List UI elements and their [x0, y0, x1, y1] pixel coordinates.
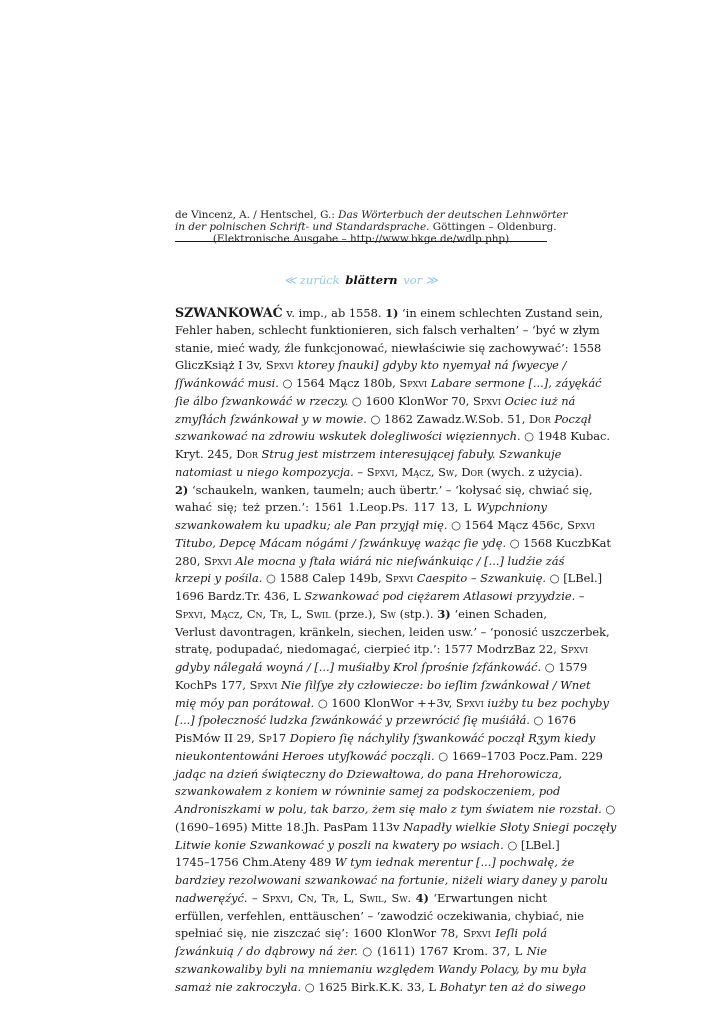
entry-text: ○ [LBel.] — [503, 837, 560, 852]
entry-line — [175, 659, 588, 677]
source-siglum: Spxvi — [399, 376, 428, 390]
citation-text: Nie — [526, 944, 548, 958]
citation-text: ſie álbo ſzwankowáć w rzeczy. — [175, 393, 349, 408]
citation-text: nadweręźyć. — [175, 890, 248, 905]
entry-text: ○ 1669–1703 Pocz.Pam. 229 — [434, 748, 603, 763]
citation-text: ſſwánkowáć musi. — [175, 376, 279, 390]
entry-text: ○ 1564 Mącz 180b, — [278, 376, 400, 390]
entry-line — [175, 925, 547, 943]
entry-line — [175, 872, 608, 890]
entry-line — [175, 748, 603, 766]
source-siglum: Spxvi — [249, 677, 278, 692]
entry-text: ○ 1676 — [529, 713, 577, 728]
header-line-3: (Elektronische Ausgabe – http://www.bkge.de/wdlp.php) — [212, 233, 510, 245]
entry-text: (prze.), — [330, 606, 380, 621]
source-siglum: Spxvi — [265, 358, 294, 373]
header-authors: de Vincenz, A. / Hentschel, G.: — [175, 209, 339, 221]
citation-text: Szwankować pod ciężarem Atlasowi przyydzie. — [304, 589, 576, 603]
sense-number: 3) — [437, 606, 451, 621]
citation-text: iużby tu bez pochyby — [487, 695, 609, 710]
back-link[interactable]: zurück — [299, 273, 340, 287]
header-title: Das Wörterbuch der deutschen Lehnwörter — [338, 209, 568, 221]
source-siglum: Spxvi — [455, 695, 484, 710]
entry-text: – — [353, 464, 367, 479]
entry-text: ○ 1862 Zawadz.W.Sob. 51, — [366, 411, 530, 426]
entry-text: . — [407, 890, 416, 905]
entry-line — [175, 961, 587, 979]
entry-line — [175, 446, 562, 464]
citation-text: [...] ſpołeczność ludzka ſzwánkowáć y przewrócić ſię muśiáłá. — [175, 713, 530, 728]
entry-text: ○ 1568 KuczbKat — [506, 535, 612, 550]
entry-line — [175, 322, 600, 340]
citation-text: Napadły wielkie Słoty Sniegi poczęły — [403, 819, 617, 834]
source-siglum: Spxvi — [560, 642, 589, 657]
entry-line — [175, 641, 589, 659]
header-line-2 — [175, 221, 557, 233]
source-siglum: Sp17 — [258, 731, 287, 745]
entry-line — [175, 375, 602, 393]
citation-text: Nie ſilſye zły człowiecze: bo ieſlim ſzwánkował / Wnet — [281, 677, 591, 692]
entry-text: spełniać się, nie ziszczać się’: 1600 KlonWor 78, — [175, 926, 463, 941]
entry-line — [175, 304, 603, 322]
citation-text: Litwie konie Szwankować y poszli na kwatery po wsiach. — [175, 837, 504, 852]
next-arrow-link[interactable]: ≫ — [425, 273, 438, 287]
sense-number: 1) — [385, 306, 399, 320]
document-header — [175, 209, 568, 245]
entry-text: GliczKsiąż I 3v, — [175, 358, 266, 373]
citation-text: szwankowałem z koniem w równinie samej za podskoczeniem, pod — [175, 784, 561, 799]
next-link[interactable]: vor — [403, 273, 423, 287]
entry-text: (1690–1695) Mitte 18.Jh. PasPam 113v — [175, 819, 404, 834]
entry-line — [175, 766, 563, 784]
entry-line — [175, 695, 609, 713]
entry-line — [175, 517, 595, 535]
citation-text: szwankować na zdrowiu wskutek dolegliwości więziennych. — [175, 429, 521, 444]
entry-line — [175, 588, 585, 606]
entry-line — [175, 943, 547, 961]
entry-text: ○ [LBel.] — [546, 571, 603, 586]
citation-text: szwankowałem ku upadku; ale Pan przyjął mię. — [175, 518, 448, 532]
entry-text: 1745–1756 Chm.Ateny 489 — [175, 855, 335, 870]
entry-line — [175, 908, 585, 926]
entry-text: ○ 1625 Birk.K.K. 33, L — [301, 979, 440, 994]
source-siglum: Spxvi, Mącz, Cn, Tr, L, Swil — [175, 606, 331, 621]
citation-text: W tym iednak merentur [...] pochwałę, że — [334, 855, 575, 870]
entry-text: (stp.). — [395, 606, 438, 621]
entry-text: ○ 1579 — [541, 660, 588, 674]
entry-text: ○ 1564 Mącz 456c, — [447, 518, 568, 532]
entry-text: ○ (1611) 1767 Krom. 37, L — [357, 944, 527, 958]
entry-line — [175, 624, 610, 642]
citation-text: gdyby nálegałá woyná / [...] muśiałby Krol ſprośnie ſzfánkowáć. — [175, 660, 542, 674]
entry-text: 280, — [175, 553, 204, 568]
entry-line — [175, 854, 575, 872]
entry-text: stratę, podupadać, niedomagać, cierpieć itp.’: 1577 ModrzBaz 22, — [175, 642, 561, 657]
citation-text: Titubo, Depcę Mácam nógámi / ſzwánkuyę ważąc ſie ydę. — [175, 535, 507, 550]
entry-line — [175, 553, 565, 571]
entry-text: Verlust davontragen, kränkeln, siechen, leiden usw.’ – ‘ponosić uszczerbek, — [175, 624, 610, 639]
entry-text: PisMów II 29, — [175, 731, 259, 745]
prev-arrow-link[interactable]: ≪ — [284, 273, 297, 287]
entry-text: ○ — [601, 802, 616, 816]
entry-line — [175, 979, 586, 997]
entry-line — [175, 783, 561, 801]
entry-text: wahać się; też przen.’: 1561 1.Leop.Ps. 117 13, L — [175, 500, 477, 515]
citation-text: Androniszkami w polu, tak barzo, żem się mało z tym światem nie rozstał. — [175, 802, 602, 816]
citation-text: Wypchniony — [476, 500, 547, 515]
source-siglum: Spxvi — [473, 393, 501, 408]
page-navigation — [175, 273, 547, 287]
citation-text: Począł — [554, 411, 592, 426]
citation-text: ktorey ſnauki] gdyby kto nyemyał ná ſwyecye / — [297, 358, 567, 373]
citation-text: natomiast u niego kompozycja. — [175, 464, 354, 479]
entry-line — [175, 482, 593, 500]
citation-text: szwankowaliby byli na mniemaniu względem Wandy Polacy, by mu była — [175, 961, 587, 976]
entry-text: ‘schaukeln, wanken, taumeln; auch übertr.’ – ‘kołysać się, chwiać się, — [188, 482, 593, 497]
browse-label: blättern — [345, 273, 398, 287]
dictionary-entry — [175, 304, 617, 996]
entry-line — [175, 730, 596, 748]
entry-text: ○ 1600 KlonWor ++3v, — [314, 695, 456, 710]
entry-line — [175, 712, 577, 730]
source-siglum: Spxvi — [463, 926, 491, 941]
headword: SZWANKOWAĆ — [175, 305, 283, 320]
citation-text: Ale mocna y ſtała wiárá nic nieſwánkuiąc / [...] ludźie záś — [235, 553, 565, 568]
entry-line — [175, 357, 567, 375]
citation-text: samaż nie zakroczyła. — [175, 979, 302, 994]
entry-line — [175, 535, 612, 553]
citation-text: Ieſli polá — [495, 926, 547, 941]
header-rule — [175, 241, 547, 242]
header-publisher: . Göttingen – Oldenburg. — [426, 221, 557, 233]
source-siglum: Spxvi — [203, 553, 232, 568]
entry-line — [175, 340, 602, 358]
entry-text: Fehler haben, schlecht funktionieren, sich falsch verhalten’ – ‘być w złym — [175, 322, 600, 337]
sense-number: 2) — [175, 482, 189, 497]
citation-text: nieukontentowáni Heroes utyſkowáć począli. — [175, 748, 435, 763]
source-siglum: Sw — [379, 606, 396, 621]
entry-line — [175, 464, 583, 482]
citation-text: mię móy pan porátował. — [175, 695, 315, 710]
entry-line — [175, 819, 617, 837]
citation-text: zmyſłách ſzwánkował y w mowie. — [175, 411, 367, 426]
entry-text: KochPs 177, — [175, 677, 250, 692]
entry-text: 1696 Bardz.Tr. 436, L — [175, 589, 305, 603]
citation-text: jadąc na dzień świąteczny do Dziewałtowa, do pana Hrehorowicza, — [175, 766, 563, 781]
citation-text: Ociec iuż ná — [504, 393, 576, 408]
citation-text: Bohatyr ten aż do siwego — [439, 979, 586, 994]
citation-text: Strug jest mistrzem interesującej fabuły. Szwankuje — [261, 447, 562, 461]
header-line-1 — [175, 209, 568, 221]
entry-line — [175, 801, 616, 819]
entry-line — [175, 428, 611, 446]
entry-line — [175, 677, 591, 695]
entry-text: (wych. z użycia). — [483, 464, 583, 479]
source-siglum: Spxvi — [385, 571, 414, 586]
entry-line — [175, 499, 547, 517]
source-siglum: Dor — [236, 447, 258, 461]
entry-text: ‘in einem schlechten Zustand sein, — [398, 306, 603, 320]
entry-text: ‘Erwartungen nicht — [428, 890, 548, 905]
citation-text: bardziey rezolwowani szwankować na fortunie, niżeli wiary daney y parolu — [175, 873, 608, 887]
entry-text: – — [575, 589, 585, 603]
entry-text: Kryt. 245, — [175, 447, 237, 461]
entry-line — [175, 837, 560, 855]
header-title-cont: in der polnischen Schrift- und Standardsprache — [175, 221, 427, 233]
entry-text: – — [247, 890, 263, 905]
entry-text: stanie, mieć wady, źle funkcjonować, niewłaściwie się zachowywać’: 1558 — [175, 340, 602, 355]
citation-text: ſzwánkuią / do dąbrowy ná żer. — [175, 944, 358, 958]
entry-text: ○ 1588 Calep 149b, — [262, 571, 386, 586]
entry-text: v. imp., ab 1558. — [282, 306, 386, 320]
entry-text: erfüllen, verfehlen, enttäuschen’ – ‘zawodzić oczekiwania, chybiać, nie — [175, 908, 585, 923]
sense-number: 4) — [415, 890, 429, 905]
entry-line — [175, 570, 603, 588]
entry-text: ○ 1600 KlonWor 70, — [348, 393, 474, 408]
source-siglum: Spxvi, Mącz, Sw, Dor — [366, 464, 484, 479]
citation-text: Caespito – Szwankuię. — [416, 571, 547, 586]
citation-text: Labare sermone [...], záyękáć — [430, 376, 602, 390]
entry-line — [175, 411, 592, 429]
citation-text: Dopiero ſię náchyliły ſʒwankowáć począł Rʒym kiedy — [289, 731, 596, 745]
entry-line — [175, 393, 576, 411]
source-siglum: Spxvi — [567, 518, 595, 532]
source-siglum: Dor — [529, 411, 551, 426]
entry-text: ○ 1948 Kubac. — [520, 429, 611, 444]
entry-line — [175, 606, 547, 624]
entry-text: ‘einen Schaden, — [450, 606, 547, 621]
source-siglum: Spxvi, Cn, Tr, L, Swil, Sw — [262, 890, 408, 905]
citation-text: krzepi y pośila. — [175, 571, 263, 586]
entry-line — [175, 890, 547, 908]
